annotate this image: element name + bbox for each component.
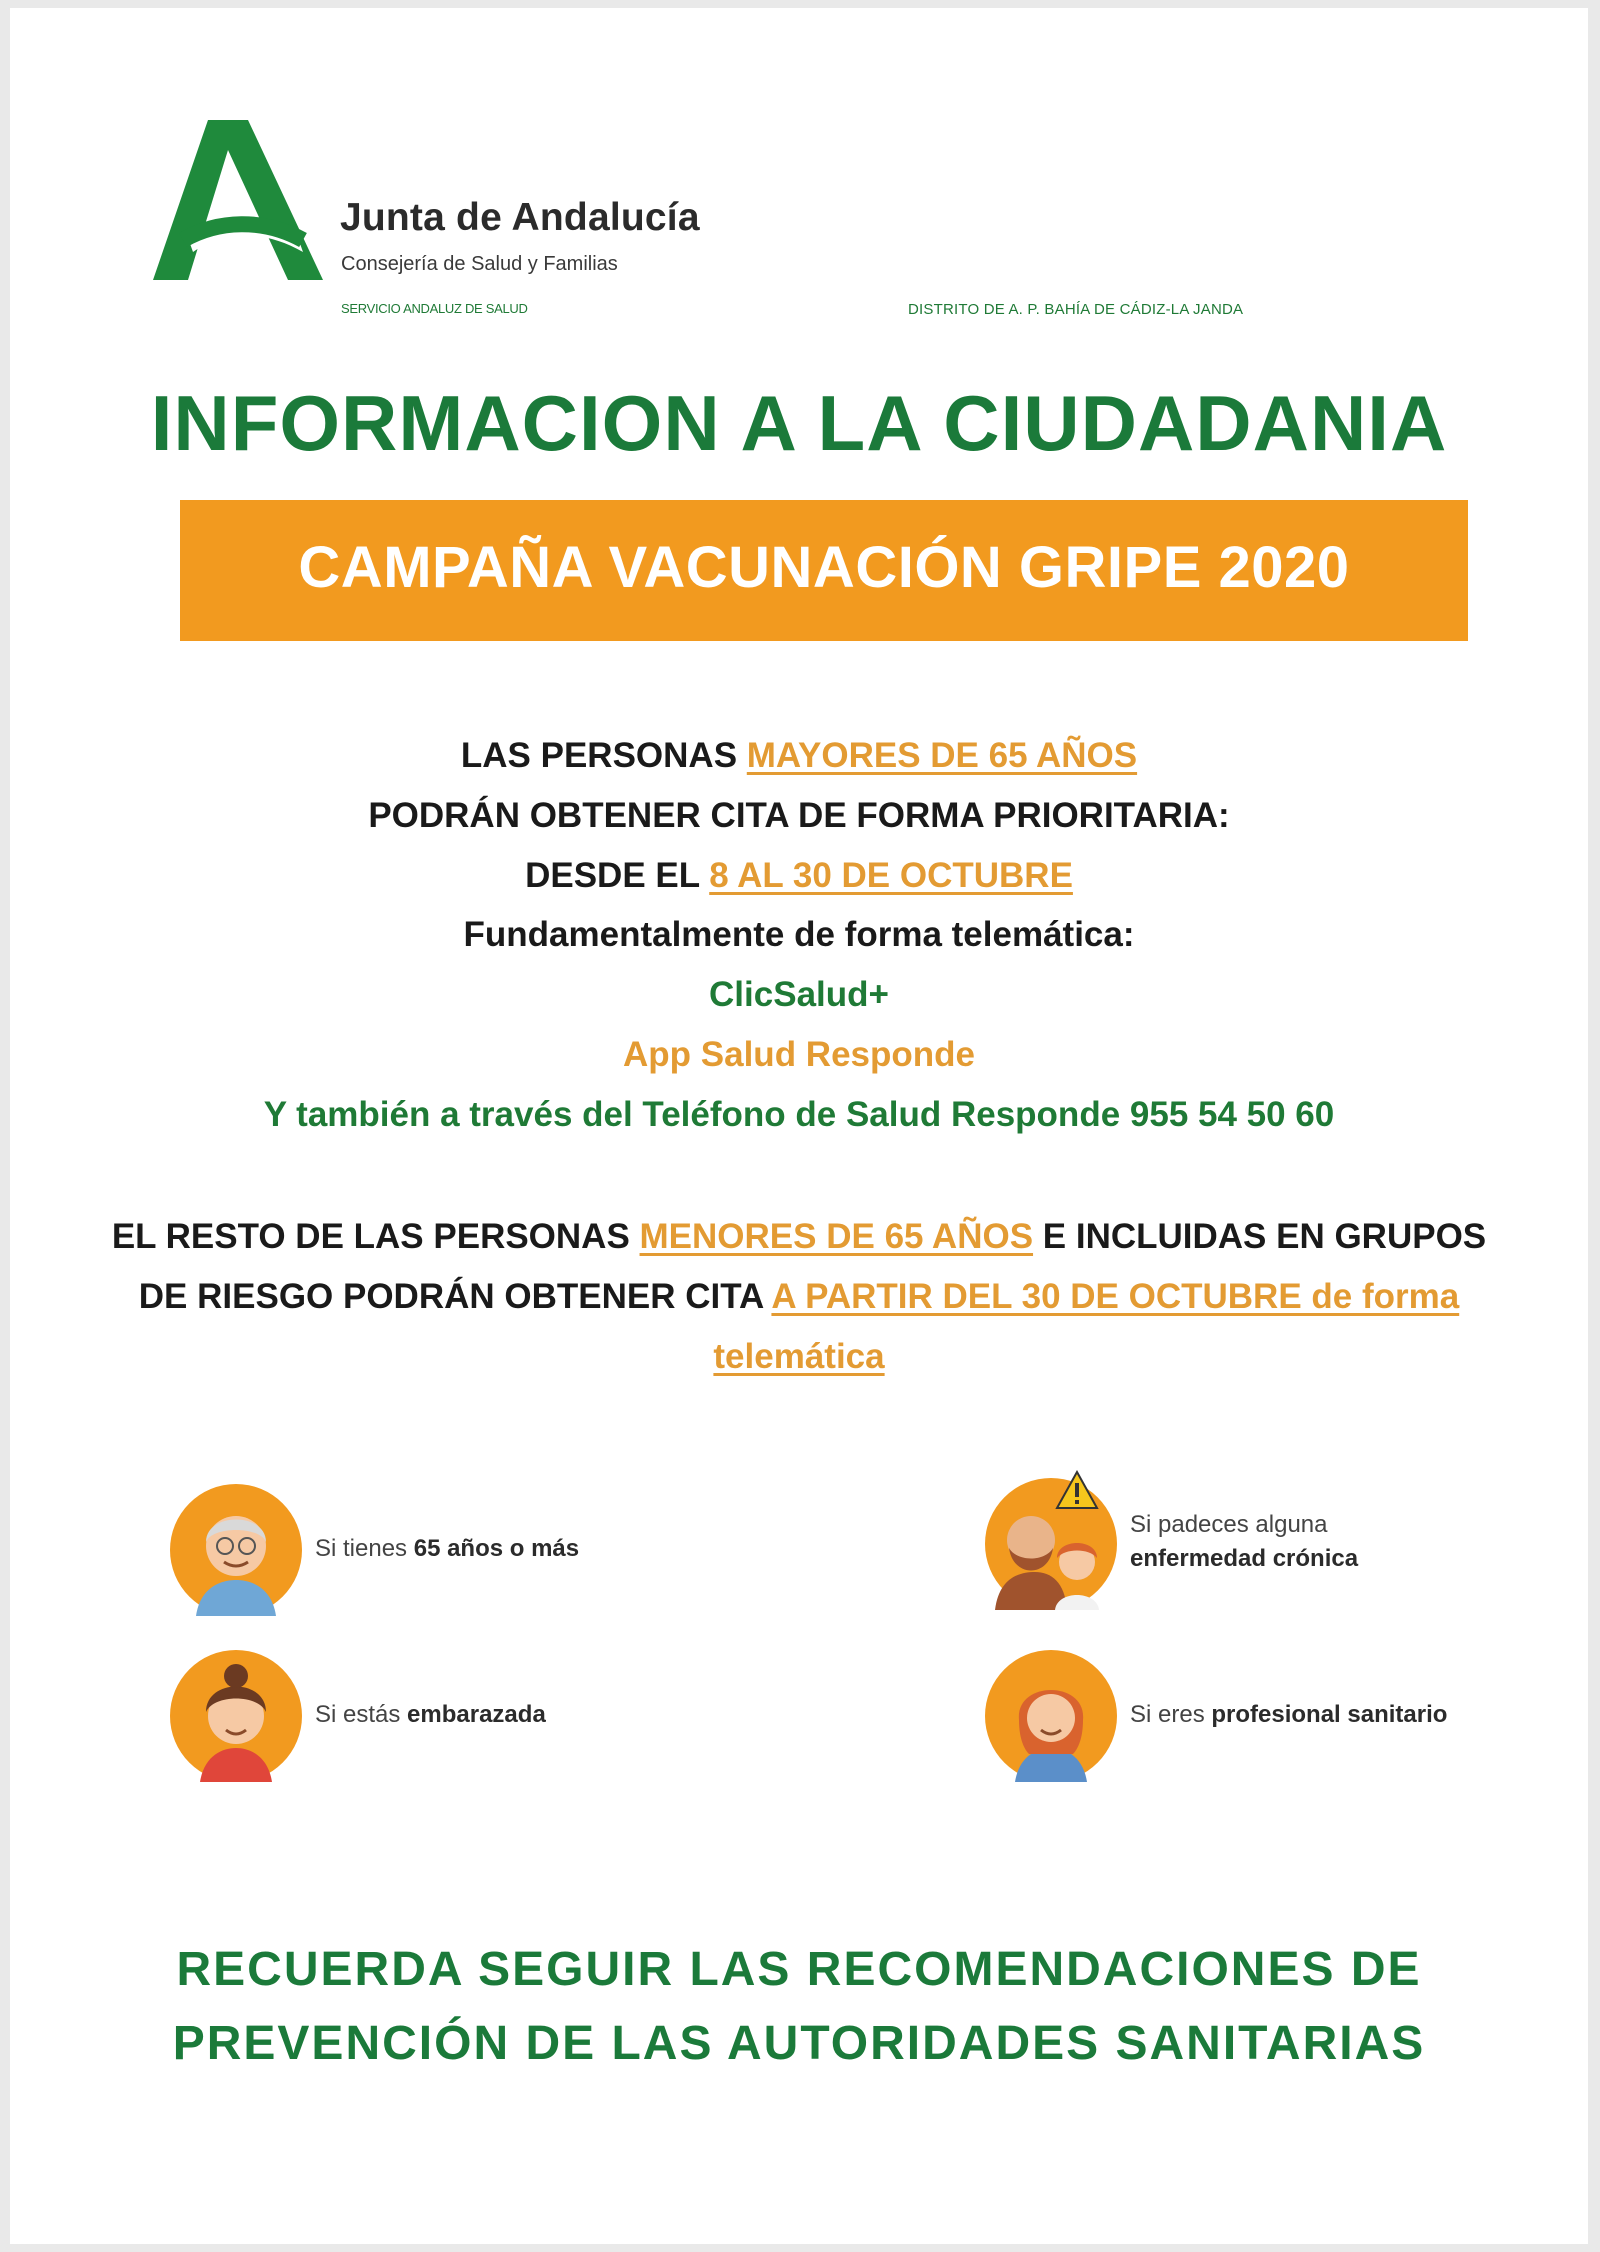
footer-line-2: PREVENCIÓN DE LAS AUTORIDADES SANITARIAS: [172, 2017, 1426, 2070]
org-district: DISTRITO DE A. P. BAHÍA DE CÁDIZ-LA JANDA: [908, 301, 1244, 318]
phone-line: Y también a través del Teléfono de Salud Responde 955 54 50 60: [263, 1095, 1335, 1134]
campaign-banner-text: CAMPAÑA VACUNACIÓN GRIPE 2020: [298, 535, 1350, 600]
rest-text-2: E INCLUIDAS EN GRUPOS DE RIESGO PODRÁN OBTENER CITA: [138, 1217, 1487, 1316]
info-line-2: PODRÁN OBTENER CITA DE FORMA PRIORITARIA:: [368, 796, 1230, 835]
group-health-professional-label: Si eres profesional sanitario: [1130, 1701, 1448, 1728]
flyer-page: [10, 8, 1588, 2244]
footer-reminder: [10, 1933, 1588, 2081]
org-service: SERVICIO ANDALUZ DE SALUD: [341, 301, 528, 316]
info-line-1-text: LAS PERSONAS: [460, 736, 747, 775]
warning-icon: [1055, 1470, 1099, 1510]
org-name: Junta de Andalucía: [340, 196, 700, 239]
pregnant-woman-icon: [170, 1650, 302, 1782]
group-health-professional: [985, 1650, 1565, 1790]
health-professional-icon: [985, 1650, 1117, 1782]
footer-line-1: RECUERDA SEGUIR LAS RECOMENDACIONES DE: [176, 1943, 1422, 1996]
elderly-man-icon: [170, 1484, 302, 1616]
rest-highlight-2: A PARTIR DEL 30 DE OCTUBRE de forma telemática: [713, 1277, 1460, 1376]
group-elderly: [170, 1484, 770, 1624]
group-pregnant-label: Si estás embarazada: [315, 1701, 546, 1728]
info-line-1: [10, 736, 1588, 776]
org-department: Consejería de Salud y Familias: [341, 253, 618, 275]
info-line-3-text: DESDE EL: [525, 856, 710, 895]
group-chronic-label: Si padeces alguna enfermedad crónica: [1130, 1511, 1359, 1572]
rest-text-1: EL RESTO DE LAS PERSONAS: [111, 1217, 640, 1256]
group-chronic: [985, 1478, 1545, 1618]
group-pregnant: [170, 1650, 770, 1790]
rest-paragraph: [90, 1207, 1508, 1387]
app-salud-responde-label: App Salud Responde: [623, 1035, 975, 1074]
clicsalud-label: ClicSalud+: [709, 975, 889, 1014]
campaign-banner: [180, 500, 1468, 641]
info-line-3: [10, 856, 1588, 896]
info-line-4: Fundamentalmente de forma telemática:: [463, 915, 1135, 954]
junta-andalucia-logo-icon: [153, 120, 323, 280]
info-line-3-highlight: 8 AL 30 DE OCTUBRE: [709, 856, 1073, 895]
info-line-1-highlight: MAYORES DE 65 AÑOS: [746, 736, 1138, 775]
group-elderly-label: Si tienes 65 años o más: [315, 1535, 580, 1562]
page-title: INFORMACION A LA CIUDADANIA: [150, 379, 1448, 467]
rest-highlight-1: MENORES DE 65 AÑOS: [639, 1217, 1034, 1256]
